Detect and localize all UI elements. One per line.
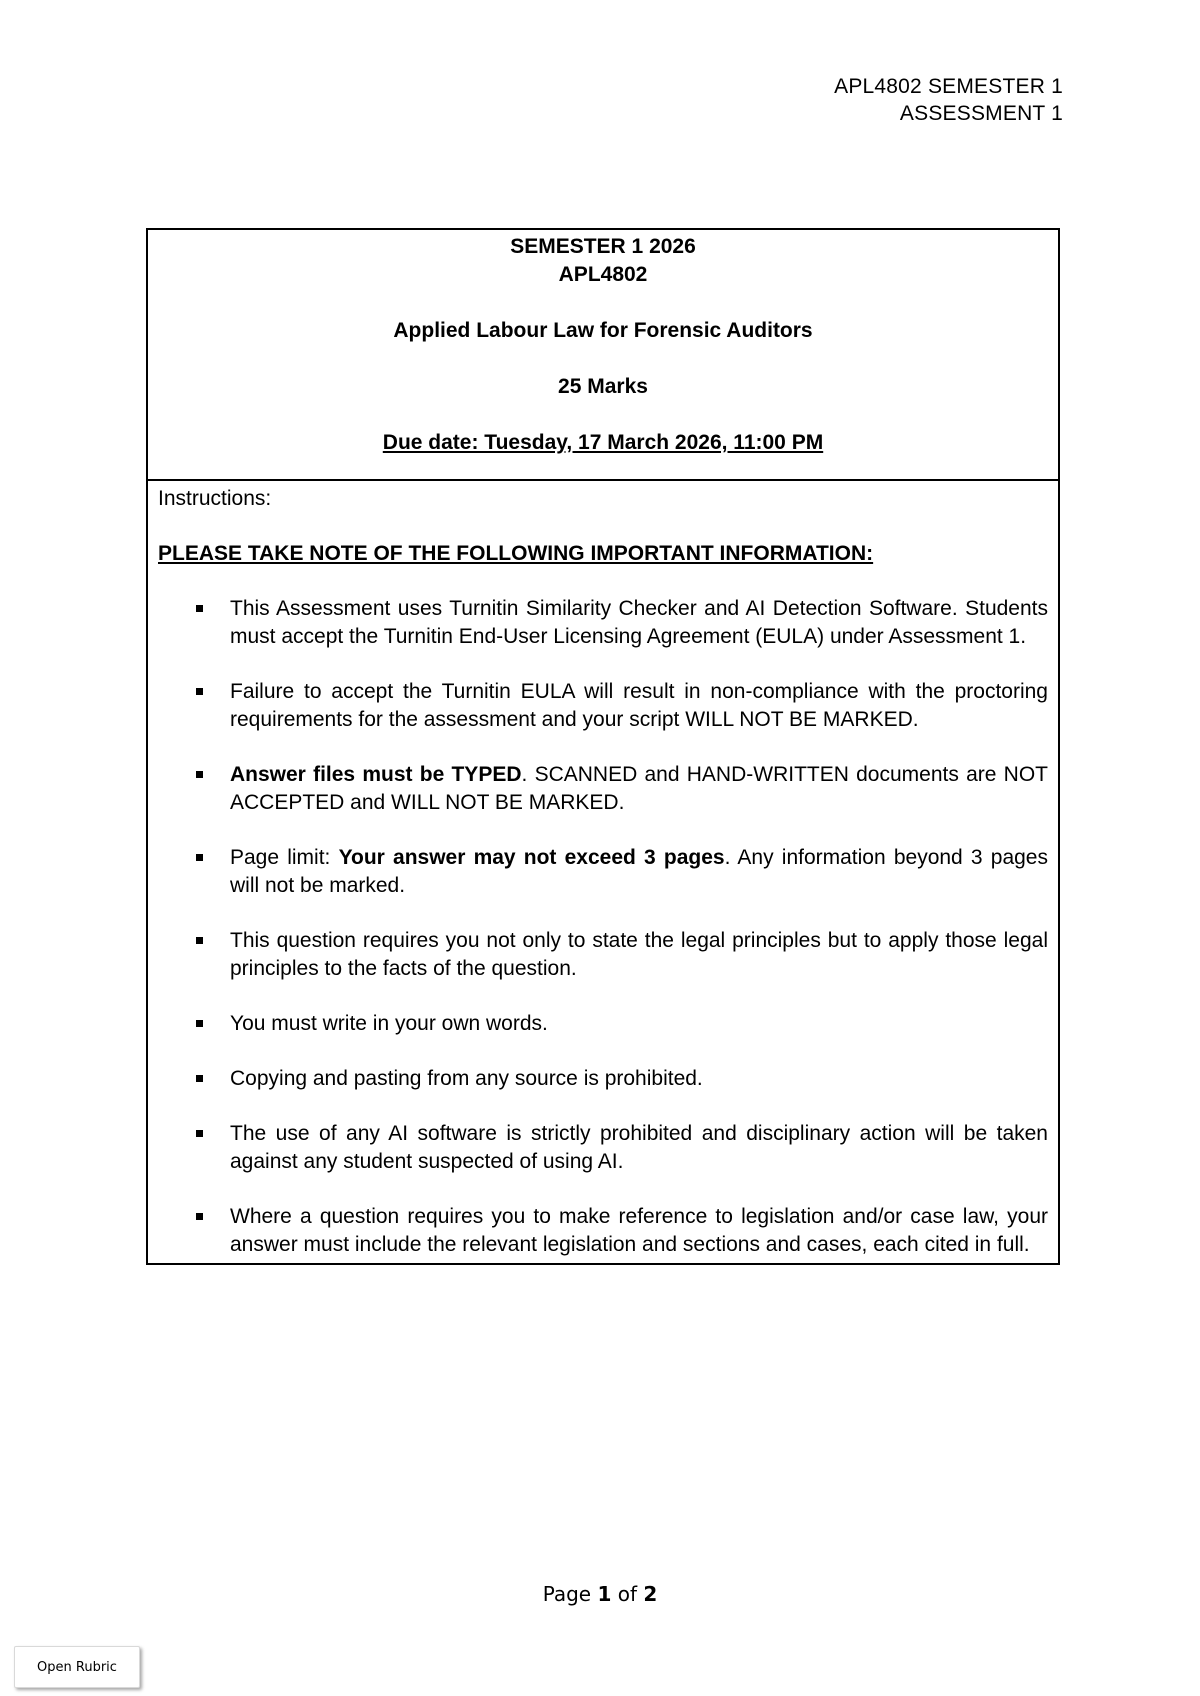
header-course-semester: APL4802 SEMESTER 1: [834, 75, 1063, 98]
current-page-number: 1: [597, 1582, 612, 1606]
of-word: of: [617, 1582, 638, 1606]
list-item: This question requires you not only to state the legal principles but to apply those legal principles to the facts of the question.: [158, 927, 1048, 983]
list-item: Answer files must be TYPED. SCANNED and HAND-WRITTEN documents are NOT ACCEPTED and WILL NOT BE MARKED.: [158, 761, 1048, 817]
page-word: Page: [542, 1582, 592, 1606]
bullet-icon: [196, 1130, 203, 1137]
list-item: Page limit: Your answer may not exceed 3 pages. Any information beyond 3 pages will not be marked.: [158, 844, 1048, 900]
list-item: The use of any AI software is strictly prohibited and disciplinary action will be taken against any student suspected of using AI.: [158, 1120, 1048, 1176]
title-block: [148, 230, 1058, 481]
bullet-icon: [196, 771, 203, 778]
list-item: Where a question requires you to make reference to legislation and/or case law, your answer must include the relevant legislation and sections and cases, each cited in full.: [158, 1203, 1048, 1259]
bullet-icon: [196, 605, 203, 612]
document-header: [834, 73, 1063, 127]
bullet-icon: [196, 688, 203, 695]
due-date: Due date: Tuesday, 17 March 2026, 11:00 PM: [382, 431, 824, 454]
page-footer: [0, 1582, 1200, 1606]
module-code: APL4802: [558, 263, 648, 286]
bullet-icon: [196, 937, 203, 944]
instructions-section: [148, 481, 1058, 1263]
list-item: You must write in your own words.: [158, 1010, 1048, 1038]
assessment-box: [146, 228, 1060, 1265]
list-item: Copying and pasting from any source is prohibited.: [158, 1065, 1048, 1093]
header-assessment: ASSESSMENT 1: [899, 102, 1063, 125]
semester-heading: SEMESTER 1 2026: [510, 235, 696, 258]
bullet-icon: [196, 1075, 203, 1082]
instructions-label: Instructions:: [158, 487, 272, 510]
instructions-list: [158, 595, 1048, 1259]
bullet-icon: [196, 1020, 203, 1027]
bullet-icon: [196, 854, 203, 861]
important-notice: PLEASE TAKE NOTE OF THE FOLLOWING IMPORTANT INFORMATION:: [158, 542, 874, 565]
bullet-icon: [196, 1213, 203, 1220]
total-marks: 25 Marks: [558, 375, 648, 398]
list-item: This Assessment uses Turnitin Similarity Checker and AI Detection Software. Students must accept the Turnitin End-User Licensing Agreement (EULA) under Assessment 1.: [158, 595, 1048, 651]
total-pages-number: 2: [643, 1582, 658, 1606]
module-title: Applied Labour Law for Forensic Auditors: [393, 319, 813, 342]
open-rubric-button[interactable]: Open Rubric: [14, 1646, 140, 1688]
list-item: Failure to accept the Turnitin EULA will result in non-compliance with the proctoring requirements for the assessment and your script WILL NOT BE MARKED.: [158, 678, 1048, 734]
